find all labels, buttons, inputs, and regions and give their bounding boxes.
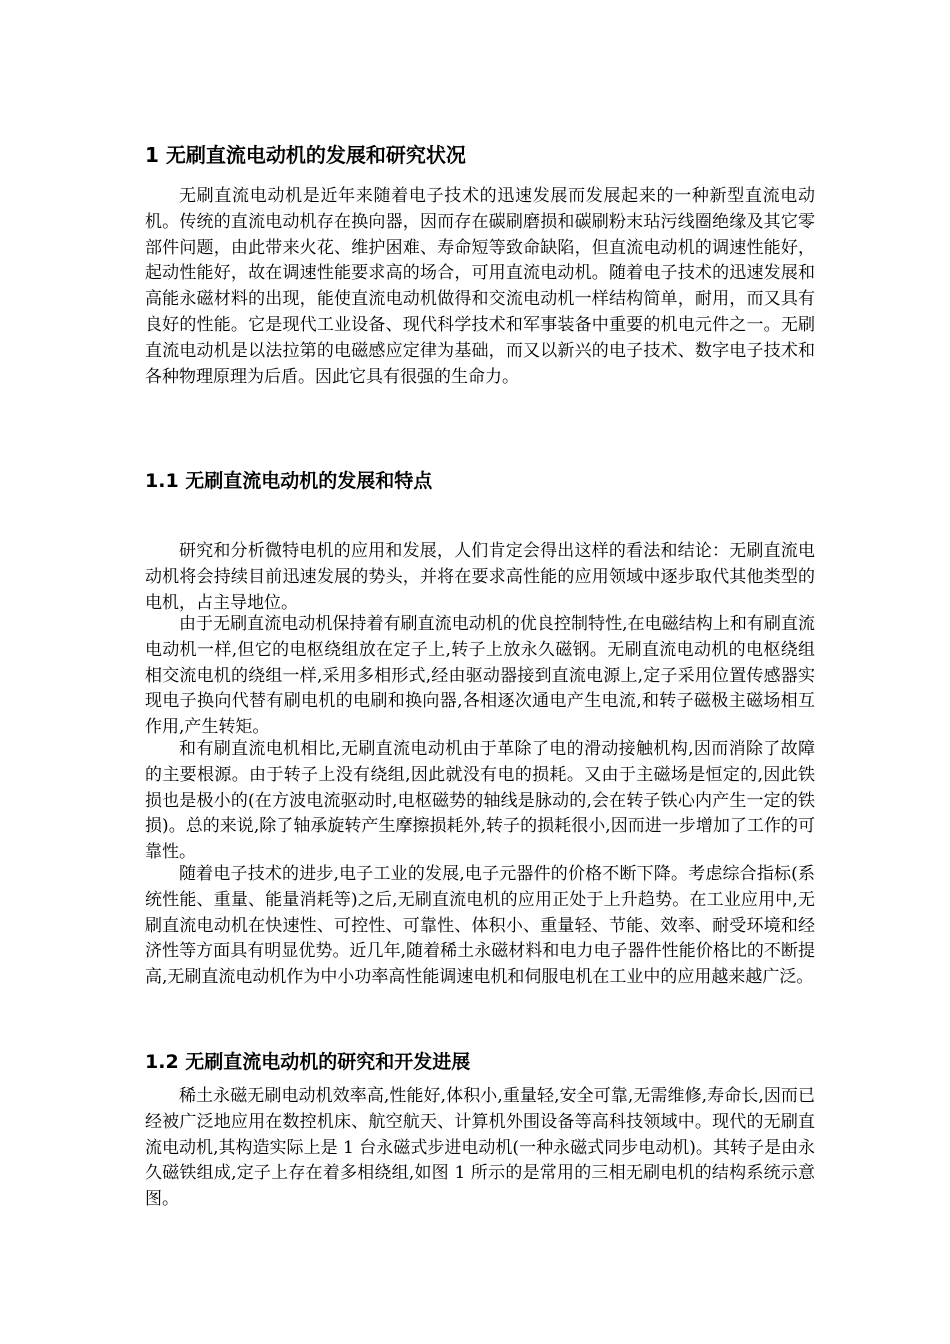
section-1-heading: 1 无刷直流电动机的发展和研究状况 (145, 143, 466, 167)
section-1-1-paragraph-3: 和有刷直流电机相比,无刷直流电动机由于革除了电的滑动接触机构,因而消除了故障的主要根源。由于转子上没有绕组,因此就没有电的损耗。又由于主磁场是恒定的,因此铁损也是极小的(在方波电流驱动时,电枢磁势的轴线是脉动的,会在转子铁心内产生一定的铁损)。总的来说,除了轴承旋转产生摩擦损耗外,转子的损耗很小,因而进一步增加了工作的可靠性。 (145, 739, 815, 863)
section-1-2-heading: 1.2 无刷直流电动机的研究和开发进展 (145, 1051, 471, 1073)
section-1-1-heading: 1.1 无刷直流电动机的发展和特点 (145, 470, 433, 492)
section-1-1-paragraph-1: 研究和分析微特电机的应用和发展，人们肯定会得出这样的看法和结论：无刷直流电动机将会持续目前迅速发展的势头，并将在要求高性能的应用领域中逐步取代其他类型的电机，占主导地位。 (145, 541, 815, 613)
section-1-2-paragraph-1: 稀土永磁无刷电动机效率高,性能好,体积小,重量轻,安全可靠,无需维修,寿命长,因而已经被广泛地应用在数控机床、航空航天、计算机外围设备等高科技领域中。现代的无刷直流电动机,其构造实际上是 1 台永磁式步进电动机(一种永磁式同步电动机)。其转子是由永久磁铁组成,定子上存在着多相绕组,如图 1 所示的是常用的三相无刷电机的结构系统示意图。 (145, 1086, 815, 1210)
section-1-1-paragraph-4: 随着电子技术的进步,电子工业的发展,电子元器件的价格不断下降。考虑综合指标(系统性能、重量、能量消耗等)之后,无刷直流电机的应用正处于上升趋势。在工业应用中,无刷直流电动机在快速性、可控性、可靠性、体积小、重量轻、节能、效率、耐受环境和经济性等方面具有明显优势。近几年,随着稀土永磁材料和电力电子器件性能价格比的不断提高,无刷直流电动机作为中小功率高性能调速电机和伺服电机在工业中的应用越来越广泛。 (145, 864, 815, 988)
section-1-paragraph-1: 无刷直流电动机是近年来随着电子技术的迅速发展而发展起来的一种新型直流电动机。传统的直流电动机存在换向器，因而存在碳刷磨损和碳刷粉末玷污线圈绝缘及其它零部件问题，由此带来火花、维护困难、寿命短等致命缺陷，但直流电动机的调速性能好，起动性能好，故在调速性能要求高的场合，可用直流电动机。随着电子技术的迅速发展和高能永磁材料的出现，能使直流电动机做得和交流电动机一样结构简单，耐用，而又具有良好的性能。它是现代工业设备、现代科学技术和军事装备中重要的机电元件之一。无刷直流电动机是以法拉第的电磁感应定律为基础，而又以新兴的电子技术、数字电子技术和各种物理原理为后盾。因此它具有很强的生命力。 (145, 186, 815, 387)
section-1-1-paragraph-2: 由于无刷直流电动机保持着有刷直流电动机的优良控制特性,在电磁结构上和有刷直流电动机一样,但它的电枢绕组放在定子上,转子上放永久磁钢。无刷直流电动机的电枢绕组相交流电机的绕组一样,采用多相形式,经由驱动器接到直流电源上,定子采用位置传感器实现电子换向代替有刷电机的电刷和换向器,各相逐次通电产生电流,和转子磁极主磁场相互作用,产生转矩。 (145, 614, 815, 738)
